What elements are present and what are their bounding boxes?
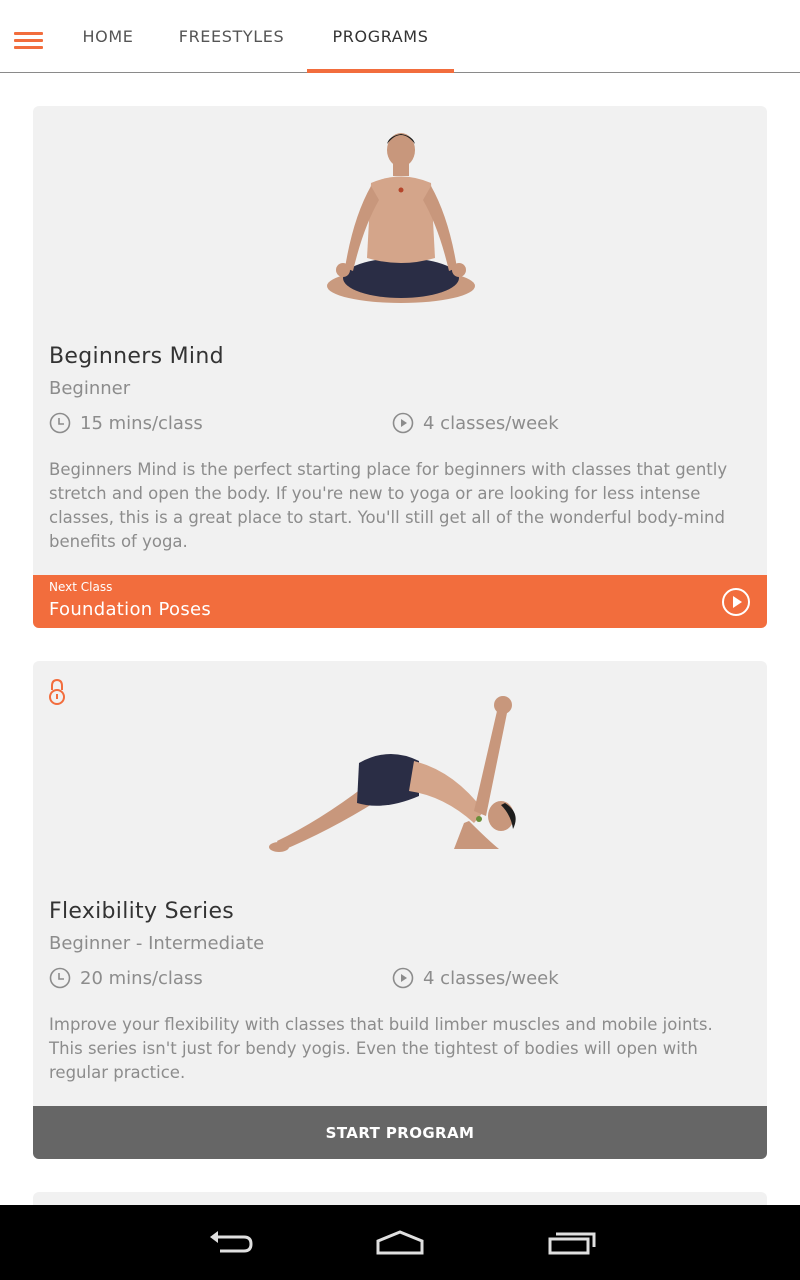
tab-freestyles[interactable]: FREESTYLES <box>178 27 285 46</box>
start-program-button[interactable]: START PROGRAM <box>33 1106 767 1159</box>
program-level: Beginner <box>49 378 131 399</box>
clock-icon <box>49 412 71 434</box>
seated-meditation-figure <box>323 128 483 308</box>
home-icon[interactable] <box>375 1229 425 1257</box>
programs-list[interactable] <box>0 74 800 1205</box>
recents-icon[interactable] <box>547 1229 597 1257</box>
back-icon[interactable] <box>206 1229 254 1257</box>
play-circle-icon <box>392 967 414 989</box>
duration-text: 20 mins/class <box>80 967 203 989</box>
duration-text: 15 mins/class <box>80 412 203 434</box>
top-app-bar <box>0 0 800 73</box>
program-title: Flexibility Series <box>49 899 235 924</box>
program-card-flexibility-series[interactable] <box>33 661 767 1159</box>
program-frequency <box>392 412 559 434</box>
program-duration <box>49 967 203 989</box>
tab-programs[interactable]: PROGRAMS <box>332 27 429 46</box>
program-description: Beginners Mind is the perfect starting place for beginners with classes that gently stretch and open the body. If you're new to yoga or are looking for less intense classes, this is a great place to start. You'll still get all of the wonderful body-mind benefits of yoga. <box>49 460 728 551</box>
play-circle-icon <box>392 412 414 434</box>
lock-icon <box>48 678 66 706</box>
hamburger-menu-icon[interactable] <box>14 32 44 52</box>
system-navigation-bar <box>0 1205 800 1280</box>
next-class-name: Foundation Poses <box>49 599 212 620</box>
next-class-bar[interactable] <box>33 575 767 628</box>
program-title: Beginners Mind <box>49 344 224 369</box>
program-card-beginners-mind[interactable] <box>33 106 767 628</box>
play-circle-icon[interactable] <box>721 587 751 617</box>
tab-home[interactable]: HOME <box>82 27 134 46</box>
stretch-pose-figure <box>269 691 529 861</box>
frequency-text: 4 classes/week <box>423 412 559 434</box>
frequency-text: 4 classes/week <box>423 967 559 989</box>
program-card-partial[interactable] <box>33 1192 767 1205</box>
program-duration <box>49 412 203 434</box>
active-tab-indicator <box>307 69 454 73</box>
clock-icon <box>49 967 71 989</box>
program-level: Beginner - Intermediate <box>49 933 265 954</box>
next-class-label: Next Class <box>49 580 113 594</box>
program-description: Improve your flexibility with classes that build limber muscles and mobile joints. This series isn't just for bendy yogis. Even the tightest of bodies will open with regular practice. <box>49 1015 713 1082</box>
program-frequency <box>392 967 559 989</box>
